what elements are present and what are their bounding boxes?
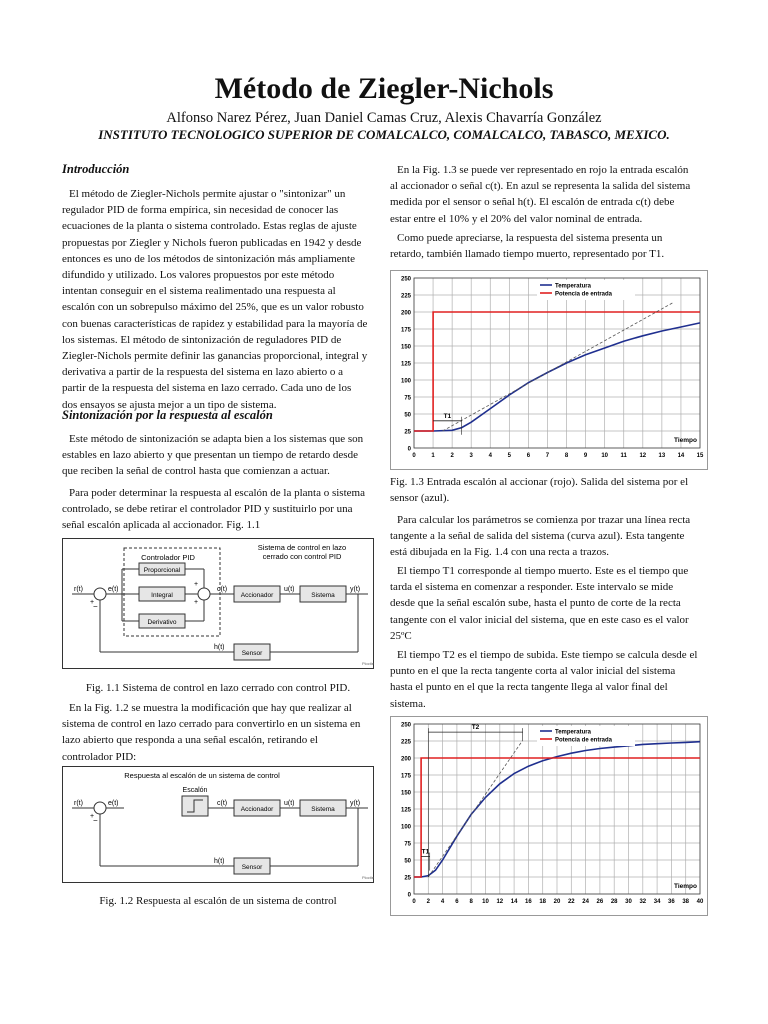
x-tick-label: 4	[488, 453, 492, 459]
y-tick-label: 100	[400, 378, 411, 385]
x-tick-label: 36	[668, 899, 675, 905]
x-tick-label: 32	[639, 899, 647, 905]
svg-text:Ploctie: Ploctie	[362, 661, 374, 666]
x-tick-label: 2	[450, 453, 454, 459]
x-tick-label: 12	[639, 453, 647, 459]
text-line: controlado, se debe retirar el controlador PID y sustituirlo por una	[62, 503, 353, 516]
x-tick-label: 5	[507, 453, 512, 459]
x-tick-label: 16	[525, 899, 532, 905]
text-line: derivativa a partir de la respuesta del sistema en lazo abierto o a	[62, 366, 343, 379]
y-tick-label: 200	[400, 310, 411, 317]
y-tick-label: 0	[407, 892, 411, 899]
y-tick-label: 225	[400, 293, 411, 300]
figure-1-2-diagram	[62, 766, 374, 883]
text-line: desde que la señal escalón sube, hasta el punto de corte de la recta	[390, 597, 681, 610]
y-tick-label: 25	[404, 429, 411, 436]
text-line: hasta el punto en el que la recta tangente llega al valor final del	[390, 681, 668, 694]
x-tick-label: 11	[620, 453, 627, 459]
svg-text:Sistema: Sistema	[311, 806, 335, 813]
text-line: Ziegler-Nichols permite definir las ganancias proporcional, integral y	[62, 350, 368, 363]
x-tick-label: 24	[582, 899, 589, 905]
svg-text:Sensor: Sensor	[241, 864, 263, 871]
text-line: con buenas características de rapidez y estabilidad para la mayoría de	[62, 317, 368, 330]
svg-text:Sistema: Sistema	[311, 592, 335, 599]
text-line: intentan conseguir en el sistema realimentado una respuesta al	[62, 285, 336, 298]
text-line: escalón con un sobrepulso máximo del 25%, que es un valor robusto	[62, 301, 364, 314]
svg-text:+: +	[194, 581, 199, 588]
x-tick-label: 34	[653, 899, 661, 905]
svg-text:Derivativo: Derivativo	[147, 619, 177, 626]
text-line: El método de Ziegler-Nichols permite ajustar o "sintonizar" un	[69, 188, 346, 200]
x-tick-label: 8	[469, 899, 473, 905]
text-line: estables en lazo abierto y que presentan un tiempo de retardo desde	[62, 449, 358, 462]
paragraph-fig12-intro	[62, 700, 374, 765]
block-escalon	[182, 796, 208, 816]
paragraph-fig13-desc	[390, 162, 708, 227]
text-line: sistema de control en lazo cerrado para convertirlo en un sistema en	[62, 718, 361, 731]
text-line: El tiempo T2 es el tiempo de subida. Este tiempo se calcula desde el	[397, 649, 698, 661]
x-tick-label: 8	[564, 453, 569, 459]
fig11-title-line1: Sistema de control en lazo	[257, 543, 347, 552]
section-heading-intro: Introducción	[62, 162, 130, 176]
text-line: regulador PID de forma empírica, sin necesidad de conocer las	[62, 204, 339, 217]
section-heading-step: Sintonización por la respuesta al escalón	[62, 408, 273, 422]
svg-text:+: +	[194, 599, 199, 606]
x-tick-label: 14	[510, 899, 518, 905]
svg-text:e(t): e(t)	[108, 800, 119, 807]
x-tick-label: 20	[553, 899, 561, 905]
paper-title: Método de Ziegler-Nichols	[214, 72, 554, 105]
text-line: tarda el sistema en comenzar a responder. Este intervalo se mide	[390, 581, 674, 594]
x-axis-label: Tiempo	[674, 883, 697, 890]
text-line: propuestas por Ziegler y Nichols fueron publicadas en 1942 y desde	[62, 236, 362, 249]
svg-text:+: +	[90, 813, 95, 820]
legend-label: Temperatura	[555, 729, 591, 736]
caption-fig-1-1: Fig. 1.1 Sistema de control en lazo cerrado con control PID.	[85, 682, 351, 694]
t2-label: T2	[471, 724, 480, 732]
paragraph-step-2	[62, 485, 374, 534]
paragraph-retardo	[390, 230, 708, 262]
text-line: señal escalón aplicada al accionador. Fig. 1.1	[62, 519, 261, 532]
text-line: Este método de sintonización se adapta bien a los sistemas que son	[69, 433, 364, 445]
text-line: está dibujada en la Fig. 1.4 con una recta a trazos.	[390, 546, 610, 559]
svg-text:u(t): u(t)	[284, 800, 295, 807]
y-tick-label: 50	[404, 858, 411, 865]
svg-text:h(t): h(t)	[214, 858, 225, 865]
text-line: tangente con el valor inicial del sistema, que en este caso es el valor	[390, 613, 689, 626]
svg-text:Accionador: Accionador	[240, 806, 274, 813]
text-line: punto en el que la recta tangente corta al valor inicial del sistema	[390, 665, 676, 678]
figure-1-3-chart	[390, 270, 708, 470]
text-line: medida por el sensor o señal h(t). El escalón de entrada c(t) debe	[390, 196, 675, 209]
fig12-title: Respuesta al escalón de un sistema de control	[124, 771, 280, 780]
y-tick-label: 125	[400, 361, 411, 368]
x-tick-label: 14	[677, 453, 685, 459]
paragraph-tangente	[390, 512, 708, 561]
svg-text:c(t): c(t)	[217, 586, 228, 593]
text-line: que reciben la señal de control hasta que comienzan a actuar.	[62, 465, 330, 478]
x-tick-label: 0	[412, 453, 416, 459]
text-line: estar entre el 10% y el 20% del valor nominal de entrada.	[390, 212, 643, 225]
svg-text:e(t): e(t)	[108, 586, 119, 593]
paragraph-t2	[390, 647, 708, 712]
chart-frame	[391, 717, 708, 916]
y-tick-label: 150	[400, 790, 411, 797]
x-axis-label: Tiempo	[674, 437, 697, 444]
y-tick-label: 250	[400, 276, 411, 283]
x-tick-label: 10	[482, 899, 489, 905]
text-line: sensor (azul).	[390, 492, 450, 504]
y-tick-label: 175	[400, 327, 411, 334]
svg-text:Proporcional: Proporcional	[143, 567, 181, 574]
sum-junction-1	[94, 588, 106, 600]
y-tick-label: 75	[404, 395, 411, 402]
author-list: Alfonso Narez Pérez, Juan Daniel Camas Cruz, Alexis Chavarría González	[166, 110, 602, 126]
text-line: Para poder determinar la respuesta al escalón de la planta o sistema	[69, 487, 365, 499]
svg-text:Sensor: Sensor	[241, 650, 263, 657]
text-line: controlador PID:	[62, 750, 137, 763]
svg-text:y(t): y(t)	[350, 800, 361, 807]
figure-1-1-diagram	[62, 538, 374, 669]
x-tick-label: 18	[539, 899, 547, 905]
y-tick-label: 50	[404, 412, 411, 419]
text-line: sistema.	[390, 697, 426, 710]
x-tick-label: 6	[526, 453, 531, 459]
x-tick-label: 7	[545, 453, 550, 459]
y-tick-label: 0	[407, 446, 411, 453]
sum-junction-2	[198, 588, 210, 600]
chart-frame	[391, 271, 708, 470]
x-tick-label: 38	[682, 899, 690, 905]
paragraph-t1	[390, 563, 708, 644]
y-tick-label: 200	[400, 756, 411, 763]
legend-label: Potencia de entrada	[555, 291, 613, 298]
legend-label: Temperatura	[555, 283, 591, 290]
text-line: tangente a la señal de salida del sistema (curva azul). Esta tangente	[390, 530, 685, 543]
svg-text:r(t): r(t)	[74, 800, 83, 807]
x-tick-label: 15	[696, 453, 704, 459]
svg-text:c(t): c(t)	[217, 800, 228, 807]
paragraph-intro	[62, 186, 374, 413]
text-line: En la Fig. 1.3 se puede ver representado en rojo la entrada escalón	[397, 164, 689, 176]
text-line: El tiempo T1 corresponde al tiempo muerto. Este es el tiempo que	[397, 565, 689, 577]
x-tick-label: 26	[596, 899, 604, 905]
x-tick-label: 22	[567, 899, 575, 905]
x-tick-label: 2	[426, 899, 430, 905]
svg-text:r(t): r(t)	[74, 586, 83, 593]
text-line: En la Fig. 1.2 se muestra la modificación que hay que realizar al	[69, 702, 352, 714]
text-line: ecuaciones de la planta o sistema controlado. Estas reglas de ajuste	[62, 220, 357, 233]
fig11-pid-label: Controlador PID	[141, 553, 195, 562]
figure-1-4-chart	[390, 716, 708, 916]
text-line: al accionador o señal c(t). En azul se representa la salida del sistema	[390, 180, 691, 193]
x-tick-label: 9	[583, 453, 588, 459]
y-tick-label: 125	[400, 807, 411, 814]
sum-junction	[94, 802, 106, 814]
y-tick-label: 225	[400, 739, 411, 746]
svg-text:−: −	[93, 602, 98, 611]
x-tick-label: 0	[412, 899, 416, 905]
x-tick-label: 13	[658, 453, 666, 459]
text-line: dos ensayos se ajusta mejor a un tipo de sistema.	[62, 398, 277, 411]
x-tick-label: 4	[440, 899, 445, 905]
y-tick-label: 250	[400, 722, 411, 729]
text-line: los sistemas. El método de sintonización de reguladores PID de	[62, 333, 342, 346]
svg-text:Ploctie: Ploctie	[362, 875, 374, 880]
text-line: Para calcular los parámetros se comienza por trazar una línea recta	[397, 514, 691, 526]
text-line: entonces es uno de los métodos de sintonización más ampliamente	[62, 252, 355, 265]
y-tick-label: 100	[400, 824, 411, 831]
x-tick-label: 40	[696, 899, 704, 905]
text-line: retardo, también llamado tiempo muerto, representado por T1.	[390, 248, 665, 261]
text-line: partir de la respuesta del sistema en lazo cerrado. Cada uno de los	[62, 382, 352, 395]
text-line: 25ºC	[390, 629, 412, 642]
x-tick-label: 10	[601, 453, 609, 459]
svg-text:y(t): y(t)	[350, 586, 361, 593]
svg-text:Integral: Integral	[151, 592, 173, 599]
institution: INSTITUTO TECNOLOGICO SUPERIOR DE COMALCALCO, COMALCALCO, TABASCO, MEXICO.	[98, 127, 670, 142]
x-tick-label: 1	[431, 453, 435, 459]
t1-label: T1	[443, 412, 452, 420]
paragraph-step-1	[62, 431, 374, 480]
svg-text:u(t): u(t)	[284, 586, 295, 593]
y-tick-label: 75	[404, 841, 411, 848]
x-tick-label: 12	[496, 899, 504, 905]
y-tick-label: 175	[400, 773, 411, 780]
svg-text:Escalón: Escalón	[182, 787, 208, 794]
t1-label: T1	[421, 848, 430, 856]
legend-label: Potencia de entrada	[555, 737, 613, 744]
y-tick-label: 25	[404, 875, 411, 882]
fig11-title-line2: cerrado con control PID	[262, 552, 342, 561]
text-line: Como puede apreciarse, la respuesta del sistema presenta un	[397, 232, 663, 244]
caption-fig-1-2: Fig. 1.2 Respuesta al escalón de un sistema de control	[99, 895, 337, 907]
svg-text:Accionador: Accionador	[240, 592, 274, 599]
x-tick-label: 28	[610, 899, 618, 905]
svg-text:−: −	[93, 816, 98, 825]
caption-fig-1-3	[390, 474, 708, 506]
x-tick-label: 6	[455, 899, 459, 905]
x-tick-label: 3	[469, 453, 473, 459]
text-line: lazo abierto que responda a una señal escalón, retirando el	[62, 734, 318, 747]
svg-text:h(t): h(t)	[214, 644, 225, 651]
text-line: Fig. 1.3 Entrada escalón al accionar (rojo). Salida del sistema por el	[390, 476, 689, 488]
y-tick-label: 150	[400, 344, 411, 351]
svg-text:+: +	[90, 599, 95, 606]
text-line: difundido y utilizado. Los valores propuestos por este método	[62, 269, 335, 282]
x-tick-label: 30	[625, 899, 632, 905]
